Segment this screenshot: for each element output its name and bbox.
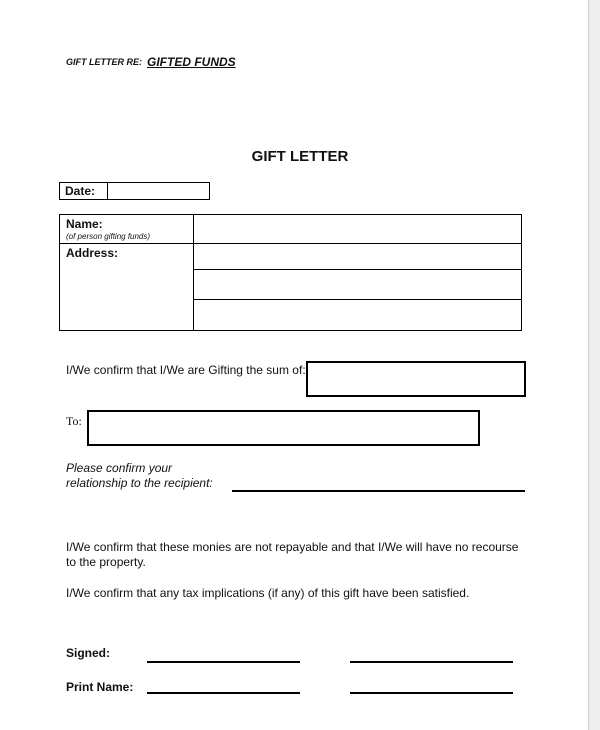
relationship-line-2: relationship to the recipient: [66, 476, 213, 490]
gift-sum-box [306, 361, 526, 397]
relationship-underline [232, 490, 525, 492]
signed-label: Signed: [66, 646, 110, 660]
table-row-divider [193, 269, 521, 270]
document-title: GIFT LETTER [251, 148, 349, 165]
tax-statement: I/We confirm that any tax implications (if any) of this gift have been satisfied. [66, 586, 470, 600]
date-divider [107, 183, 108, 199]
viewer-scroll-strip[interactable] [589, 0, 600, 730]
recipient-box [87, 410, 480, 446]
print-name-line-1 [147, 692, 300, 694]
relationship-line-1: Please confirm your [66, 461, 173, 475]
donor-details-table [59, 214, 522, 331]
header-prefix: GIFT LETTER RE: [66, 57, 142, 67]
to-label: To: [66, 414, 82, 428]
table-row-divider [60, 243, 521, 244]
name-label: Name: [66, 217, 103, 231]
signature-line-1 [147, 661, 300, 663]
not-repayable-statement: I/We confirm that these monies are not repayable and that I/We will have no recourse to the property. [66, 540, 519, 569]
header-subject: GIFTED FUNDS [147, 55, 236, 69]
name-sublabel: (of person gifting funds) [66, 232, 151, 241]
table-row-divider [193, 299, 521, 300]
print-name-line-2 [350, 692, 513, 694]
address-label: Address: [66, 246, 119, 260]
table-column-divider [193, 215, 194, 330]
date-box [59, 182, 210, 200]
gift-sum-text: I/We confirm that I/We are Gifting the sum of: [66, 363, 306, 377]
date-label: Date: [65, 184, 96, 198]
signature-line-2 [350, 661, 513, 663]
print-name-label: Print Name: [66, 680, 134, 694]
relationship-prompt [66, 461, 213, 491]
